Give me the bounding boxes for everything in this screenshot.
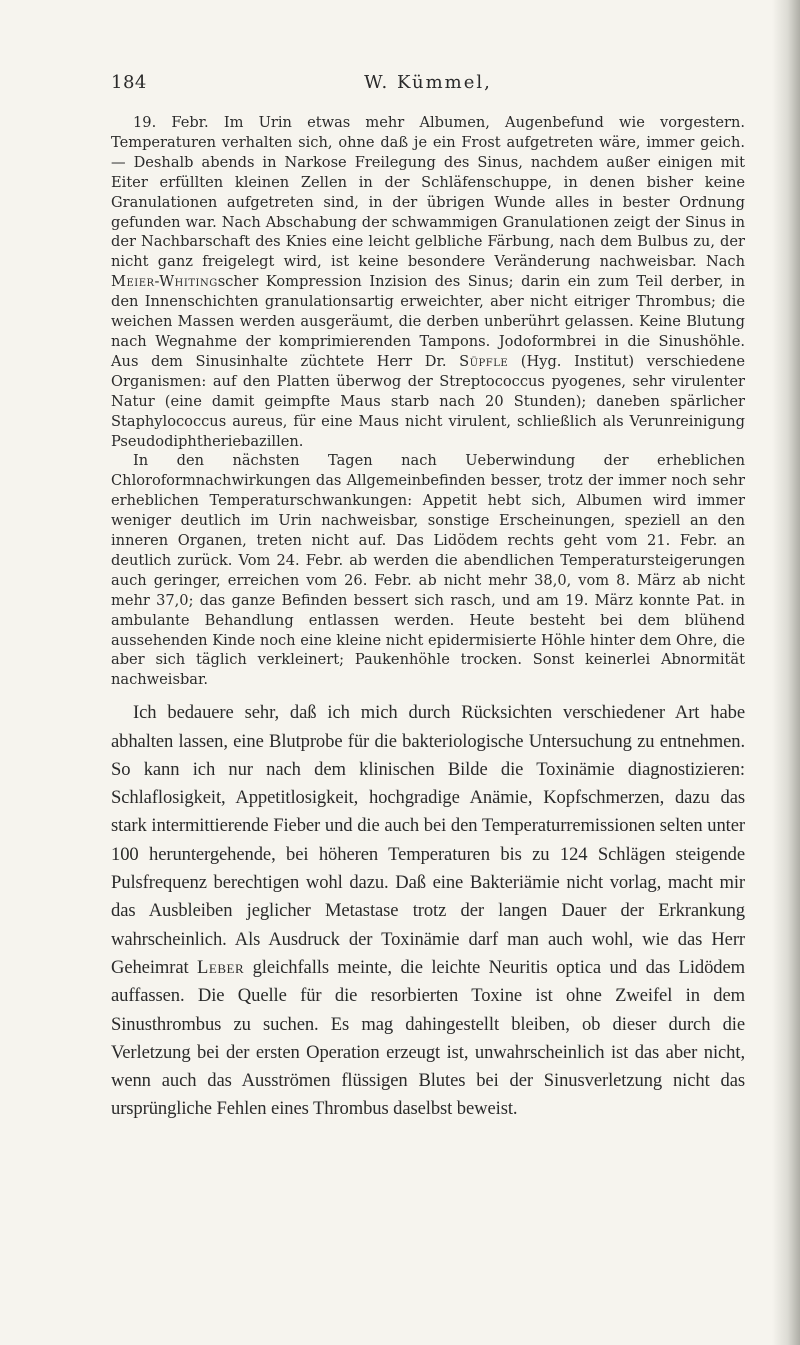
text-segment: scher Kompression Inzision des Sinus; darin ein zum Teil derber, in den Innenschichten granulationsartig erweichter, aber nicht eitriger Thrombus; die weichen Massen werden ausgeräumt, die derben unberührt gelassen. Keine Blutung nach Wegnahme der komprimierenden Tampons. Jodoformbrei in die Sinushöhle. Aus dem Sinusinhalte züchtete Herr Dr. [111, 273, 745, 370]
text-segment: (Hyg. Institut) verschiedene Organismen: auf den Platten überwog der Streptococcus pyogenes, sehr virulenter Natur (eine damit geimpfte Maus starb nach 20 Stunden); daneben spärlicher Staphylococcus aureus, für eine Maus nicht virulent, schließlich als Verunreinigung Pseudodiphtheriebazillen. [111, 352, 745, 450]
text-segment: Ich bedauere sehr, daß ich mich durch Rücksichten verschiedener Art habe abhalten lassen, eine Blutprobe für die bakteriologische Untersuchung zu entnehmen. So kann ich nur nach dem klinischen Bilde die Toxinämie diagnostizieren: Schlaflosigkeit, Appetitlosigkeit, hochgradige Anämie, Kopfschmerzen, dazu das stark intermittierende Fieber und die auch bei den Temperaturremissionen selten unter 100 heruntergehende, bei höheren Temperaturen bis zu 124 Schlägen steigende Pulsfrequenz berechtigen wohl dazu. Daß eine Bakteriämie nicht vorlag, macht mir das Ausbleiben jeglicher Metastase trotz der langen Dauer der Erkrankung wahrscheinlich. Als Ausdruck der Toxinämie darf man auch wohl, wie das Herr Geheimrat [111, 702, 745, 978]
running-head: W. Kümmel, [364, 72, 492, 93]
body-text [111, 113, 745, 1142]
text-segment: gleichfalls meinte, die leichte Neuritis optica und das Lidödem auffassen. Die Quelle für die resorbierten Toxine ist ohne Zweifel in dem Sinusthrombus zu suchen. Es mag dahingestellt bleiben, ob dieser durch die Verletzung bei der ersten Operation erzeugt ist, unwahrscheinlich ist das aber nicht, wenn auch das Ausströmen flüssigen Blutes bei der Sinusverletzung nicht das ursprüngliche Fehlen eines Thrombus daselbst beweist. [111, 956, 745, 1120]
paragraph-follow-up: In den nächsten Tagen nach Ueberwindung der erheblichen Chloroformnachwirkungen das Allgemeinbefinden besser, trotz der immer noch sehr erheblichen Temperaturschwankungen: Appetit hebt sich, Albumen wird immer weniger deutlich im Urin nachweisbar, sonstige Erscheinungen, speziell an den inneren Organen, treten nicht auf. Das Lidödem rechts geht vom 21. Febr. an deutlich zurück. Vom 24. Febr. ab werden die abendlichen Temperatursteigerungen auch geringer, erreichen vom 26. Febr. ab nicht mehr 38,0, vom 8. März ab nicht mehr 37,0; das ganze Befinden bessert sich rasch, und am 19. März konnte Pat. in ambulante Behandlung entlassen werden. Heute besteht bei dem blühend aussehenden Kinde noch eine kleine nicht epidermisierte Höhle hinter dem Ohre, die aber sich täglich verkleinert; Paukenhöhle trocken. Sonst keinerlei Abnormität nachweisbar. [111, 452, 745, 689]
author-name-suepfle: Süpfle [459, 352, 509, 370]
paragraph-discussion [111, 699, 745, 1123]
text-segment: 19. Febr. Im Urin etwas mehr Albumen, Augenbefund wie vorgestern. Temperaturen verhalten sich, ohne daß je ein Frost aufgetreten wäre, immer geich. — Deshalb abends in Narkose Freilegung des Sinus, nachdem außer einigen mit Eiter erfüllten kleinen Zellen in der Schläfenschuppe, in denen bisher keine Granulationen aufgetreten sind, in der übrigen Wunde alles in bester Ordnung gefunden war. Nach Abschabung der schwammigen Granulationen zeigt der Sinus in der Nachbarschaft des Knies eine leicht gelbliche Färbung, nach dem Bulbus zu, der nicht ganz freigelegt wird, ist keine besondere Veränderung nachweisbar. Nach [111, 114, 745, 271]
page-number: 184 [111, 72, 147, 93]
page-edge-shadow [772, 0, 800, 1345]
paragraph-case-report [111, 113, 745, 451]
author-name-meier-whiting: Meier-Whiting [111, 273, 218, 291]
page-header [111, 72, 745, 102]
author-name-leber: Leber [197, 956, 245, 978]
